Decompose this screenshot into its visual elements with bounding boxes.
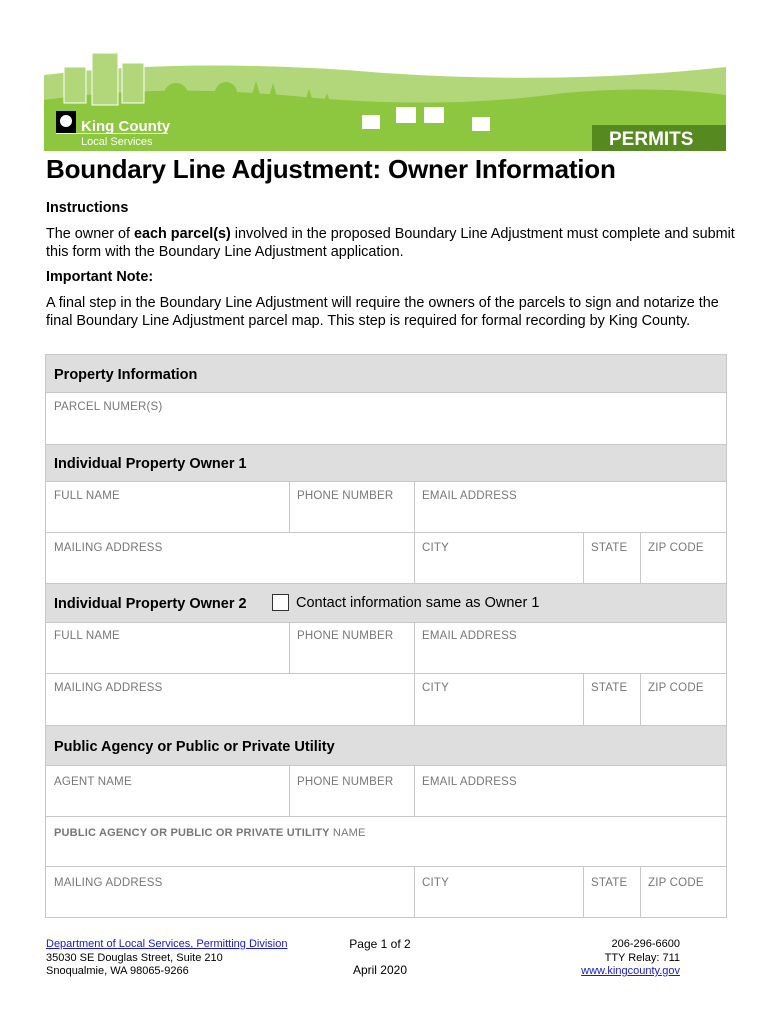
property-heading: Property Information — [54, 367, 198, 383]
owner1-zip-field[interactable]: ZIP CODE — [648, 542, 704, 554]
agency-mailing-field[interactable]: MAILING ADDRESS — [54, 877, 163, 889]
agency-zip-field[interactable]: ZIP CODE — [648, 877, 704, 889]
website-link[interactable]: www.kingcounty.gov — [581, 965, 680, 977]
owner1-state-field[interactable]: STATE — [591, 542, 628, 554]
page-title: Boundary Line Adjustment: Owner Information — [46, 154, 616, 184]
agency-city-field[interactable]: CITY — [422, 877, 449, 889]
owner1-mailing-field[interactable]: MAILING ADDRESS — [54, 542, 163, 554]
owner2-zip-field[interactable]: ZIP CODE — [648, 682, 704, 694]
owner1-email-field[interactable]: EMAIL ADDRESS — [422, 490, 517, 502]
footer-address1: 35030 SE Douglas Street, Suite 210 — [46, 951, 223, 964]
revision-date: April 2020 — [352, 962, 408, 977]
owner-information-form — [45, 354, 727, 918]
agent-name-field[interactable]: AGENT NAME — [54, 776, 132, 788]
note-text: A final step in the Boundary Line Adjustment will require the owners of the parcels to sign and notarize the final Boundary Line Adjustment parcel map. This step is required for formal recording by King County. — [46, 295, 719, 329]
footer-tty: TTY Relay: 711 — [604, 951, 680, 964]
agency-section-header — [46, 725, 726, 766]
owner1-section-header — [46, 444, 726, 482]
permits-banner — [44, 45, 726, 151]
agency-email-field[interactable]: EMAIL ADDRESS — [422, 776, 517, 788]
owner2-state-field[interactable]: STATE — [591, 682, 628, 694]
footer-address2: Snoqualmie, WA 98065-9266 — [46, 965, 189, 977]
owner2-mailing-field[interactable]: MAILING ADDRESS — [54, 682, 163, 694]
permits-tag: PERMITS — [609, 129, 694, 150]
footer-center — [330, 938, 430, 977]
instructions-text: The owner of each parcel(s) involved in the proposed Boundary Line Adjustment must complete and submit this form with the Boundary Line Adjustment application. — [46, 226, 735, 260]
footer-left — [46, 938, 287, 979]
owner1-city-field[interactable]: CITY — [422, 542, 449, 554]
owner2-email-field[interactable]: EMAIL ADDRESS — [422, 630, 517, 642]
agency-state-field[interactable]: STATE — [591, 877, 628, 889]
owner2-city-field[interactable]: CITY — [422, 682, 449, 694]
instructions-heading: Instructions — [46, 200, 129, 216]
owner2-phone-field[interactable]: PHONE NUMBER — [297, 630, 394, 642]
parcel-number-field[interactable]: PARCEL NUMER(S) — [54, 401, 163, 413]
brand-name: King County — [81, 118, 171, 135]
owner1-heading: Individual Property Owner 1 — [54, 456, 247, 472]
page-number: Page 1 of 2 — [349, 937, 411, 951]
footer-phone: 206-296-6600 — [611, 938, 680, 950]
same-as-owner1-checkbox[interactable] — [272, 594, 289, 611]
owner2-full-name-field[interactable]: FULL NAME — [54, 630, 120, 642]
brand-sub: Local Services — [81, 136, 153, 148]
agency-phone-field[interactable]: PHONE NUMBER — [297, 776, 394, 788]
owner2-heading: Individual Property Owner 2 — [54, 596, 247, 612]
owner1-full-name-field[interactable]: FULL NAME — [54, 490, 120, 502]
property-section-header — [46, 355, 726, 392]
note-heading: Important Note: — [46, 269, 154, 285]
agency-heading: Public Agency or Public or Private Utility — [54, 739, 335, 755]
footer-right — [581, 938, 680, 979]
dept-link[interactable]: Department of Local Services, Permitting Division — [46, 938, 288, 950]
utility-name-field[interactable]: PUBLIC AGENCY OR PUBLIC OR PRIVATE UTILITY NAME — [54, 827, 366, 839]
owner1-phone-field[interactable]: PHONE NUMBER — [297, 490, 394, 502]
same-as-owner1-label: Contact information same as Owner 1 — [296, 595, 540, 611]
